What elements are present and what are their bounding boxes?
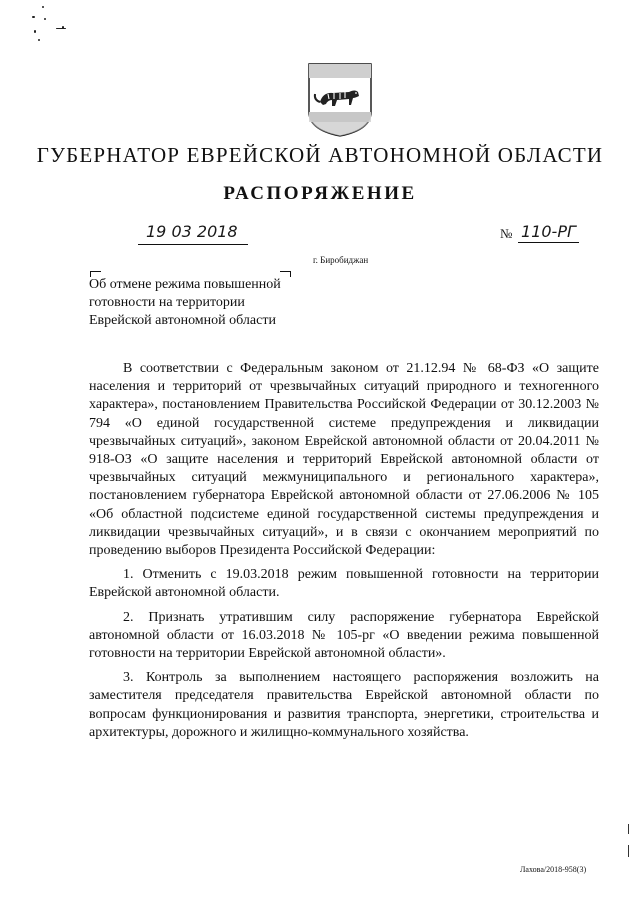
order-item-3: 3. Контроль за выполнением настоящего распоряжения возложить на заместителя председателя правительства Еврейской автономной области по вопросам функционирования и развития транспорта, энергетики, строительства и архитектуры, дорожного и жилищно-коммунального хозяйства. — [89, 670, 599, 740]
order-item-1: 1. Отменить с 19.03.2018 режим повышенной готовности на территории Еврейской автономной области. — [89, 567, 599, 601]
subject-line: Об отмене режима повышенной — [89, 277, 281, 292]
governor-title: ГУБЕРНАТОР ЕВРЕЙСКОЙ АВТОНОМНОЙ ОБЛАСТИ — [36, 143, 604, 167]
document-code: Лахова/2018-958(3) — [520, 865, 587, 874]
subject-line: готовности на территории — [89, 295, 245, 310]
document-type-title: РАСПОРЯЖЕНИЕ — [223, 183, 417, 204]
number-field — [500, 222, 582, 244]
order-item-2: 2. Признать утратившим силу распоряжение губернатора Еврейской автономной области от 16.03.2018 № 105-рг «О введении режима повышенной готовности на территории Еврейской автономной области». — [89, 609, 599, 662]
city-label: г. Биробиджан — [313, 255, 369, 265]
subject-block — [89, 276, 309, 330]
scan-specks — [28, 6, 68, 46]
document-body — [89, 360, 599, 748]
date-value: 19 03 2018 — [146, 222, 238, 241]
number-sign: № — [500, 226, 513, 241]
document-number: 110-РГ — [518, 222, 579, 243]
date-field — [138, 222, 248, 245]
preamble-paragraph: В соответствии с Федеральным законом от 21.12.94 № 68-ФЗ «О защите населения и территорий от чрезвычайных ситуаций природного и техногенного характера», постановлением Правительства Российской Федерации от 30.12.2003 № 794 «О единой государственной системе предупреждения и ликвидации чрезвычайных ситуаций», законом Еврейской автономной области от 20.04.2011 № 918-ОЗ «О защите населения и территорий Еврейской автономной области от чрезвычайных ситуаций межмуниципального и регионального характера», постановлением губернатора Еврейской автономной области от 27.06.2006 № 105 «Об областной подсистеме единой государственной системы предупреждения и ликвидации чрезвычайных ситуаций», и в связи с окончанием мероприятий по проведению выборов Президента Российской Федерации: — [89, 361, 599, 559]
scan-edge-mark — [628, 845, 629, 857]
region-coat-of-arms-icon — [303, 62, 377, 138]
subject-line: Еврейской автономной области — [89, 313, 276, 328]
scan-edge-mark — [628, 824, 629, 834]
